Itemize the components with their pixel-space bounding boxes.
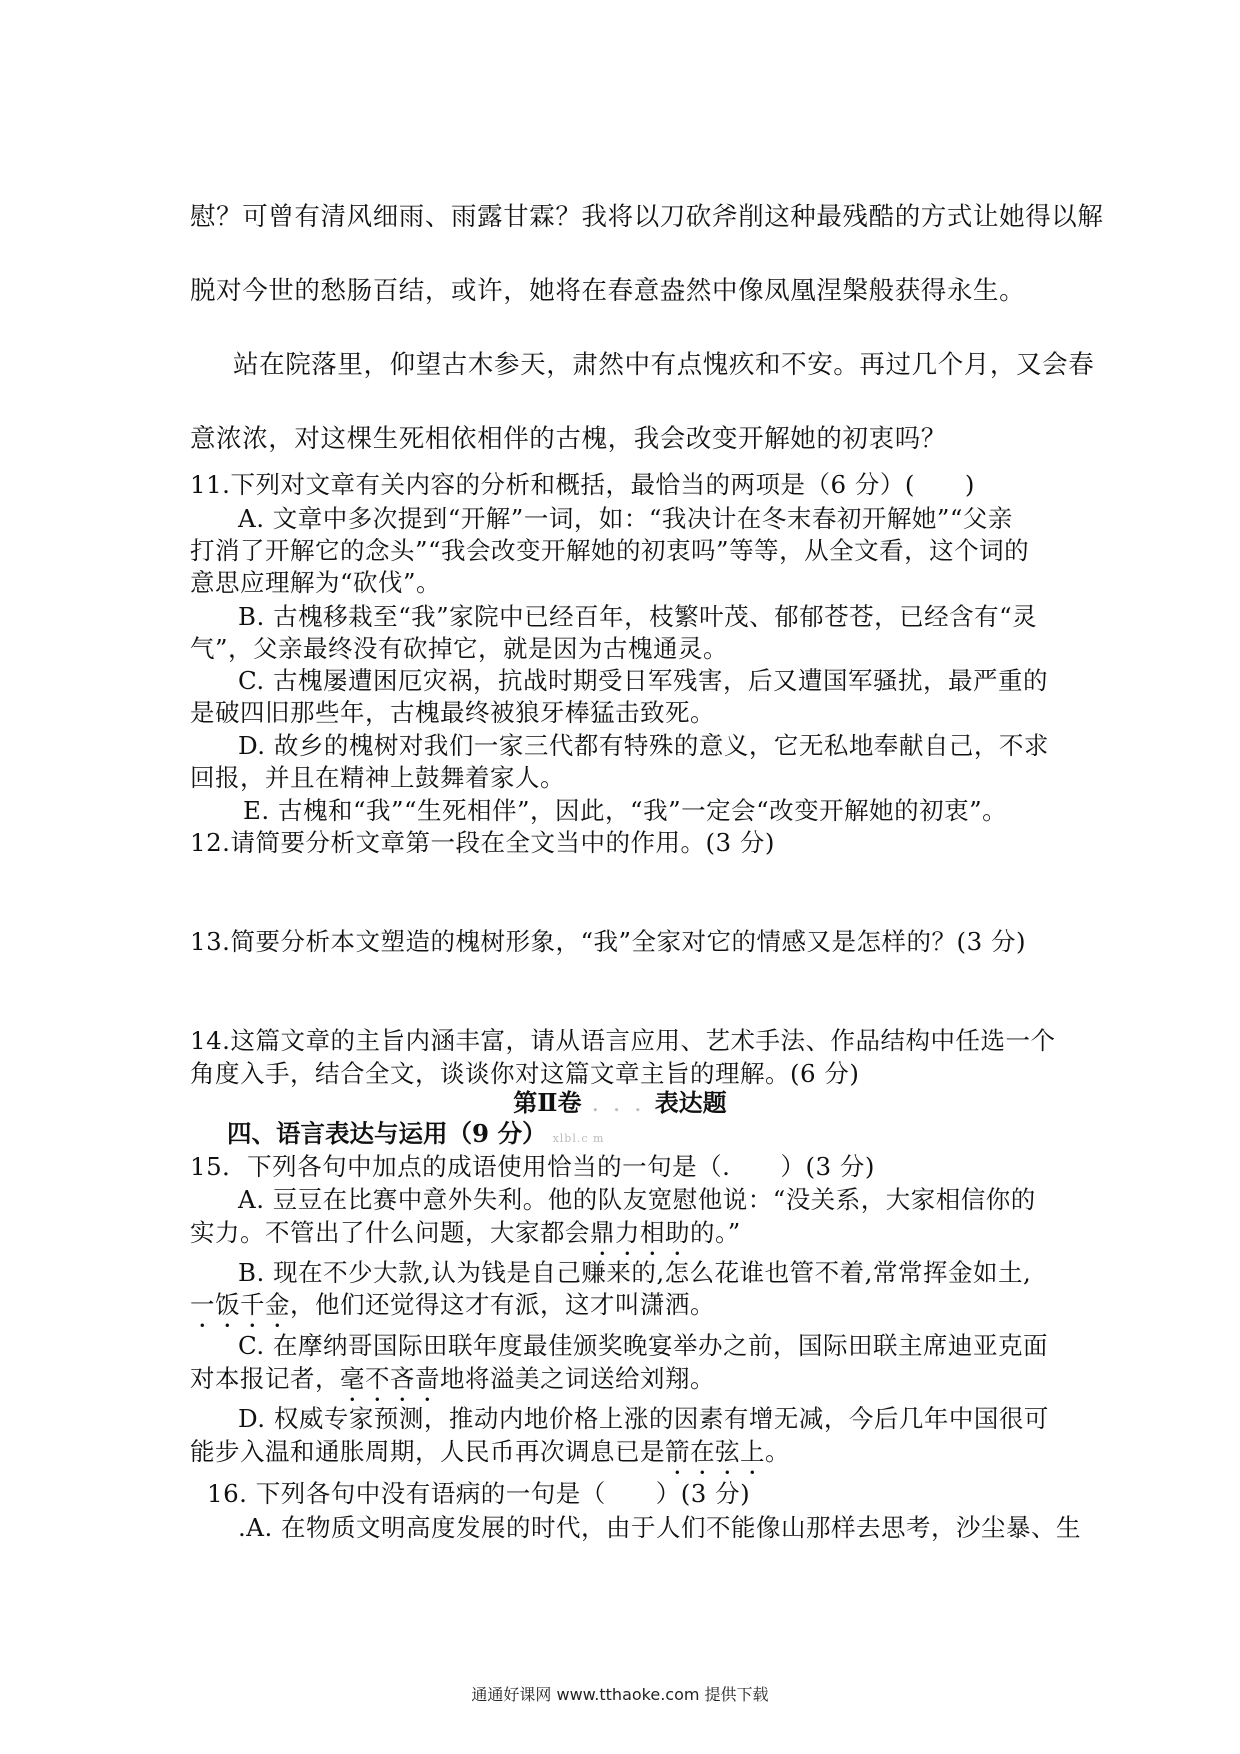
q15-b-idiom: 一饭千金 [190, 1290, 290, 1319]
q15-a-idiom: 鼎力相助 [590, 1218, 690, 1247]
q15-d-tail: 。 [765, 1437, 790, 1466]
q11-option-e-line-1: E. 古槐和“我”“生死相伴”，因此，“我”一定会“改变开解她的初衷”。 [243, 796, 1008, 825]
q15-c-idiom: 毫不吝啬 [340, 1364, 440, 1393]
q11-option-c-line-1: C. 古槐屡遭困厄灾祸，抗战时期受日军残害，后又遭国军骚扰，最严重的 [238, 666, 1048, 695]
q15-a-tail: 的。” [690, 1218, 741, 1247]
part-two-dots: . . . [591, 1089, 645, 1117]
q11-option-a-line-1: A. 文章中多次提到“开解”一词，如：“我决计在冬末春初开解她”“父亲 [238, 504, 1013, 533]
passage-line-2: 脱对今世的愁肠百结，或许，她将在春意盎然中像凤凰涅槃般获得永生。 [190, 276, 1026, 306]
q11-option-a-line-3: 意思应理解为“砍伐”。 [190, 568, 442, 597]
q13-stem: 13.简要分析本文塑造的槐树形象，“我”全家对它的情感又是怎样的？(3 分) [190, 927, 1027, 956]
q11-stem: 11.下列对文章有关内容的分析和概括，最恰当的两项是（6 分）( ) [190, 470, 975, 499]
q15-c-text: 对本报记者， [190, 1364, 340, 1393]
page-footer: 通通好课网 www.tthaoke.com 提供下载 [471, 1685, 769, 1704]
section-four-heading [227, 1115, 1097, 1150]
q11-option-a-line-2: 打消了开解它的念头”“我会改变开解她的初衷吗”等等，从全文看，这个词的 [190, 536, 1030, 565]
q15-option-d-line-1: D. 权威专家预测，推动内地价格上涨的因素有增无减，今后几年中国很可 [238, 1404, 1049, 1433]
q15-c-tail: 地将溢美之词送给刘翔。 [440, 1364, 715, 1393]
q16-option-a-line-1: .A. 在物质文明高度发展的时代，由于人们不能像山那样去思考，沙尘暴、生 [238, 1513, 1082, 1542]
q11-option-b-line-2: 气”，父亲最终没有砍掉它，就是因为古槐通灵。 [190, 634, 729, 663]
part-two-label: 第Ⅱ卷 [513, 1088, 582, 1117]
passage-line-1: 慰？可曾有清风细雨、雨露甘霖？我将以刀砍斧削这种最残酷的方式让她得以解 [190, 202, 1104, 232]
passage-line-3: 站在院落里，仰望古木参天，肃然中有点愧疚和不安。再过几个月，又会春 [233, 350, 1095, 380]
q11-option-c-line-2: 是破四旧那些年，古槐最终被狼牙棒猛击致死。 [190, 698, 715, 727]
q12-stem: 12.请简要分析文章第一段在全文当中的作用。(3 分) [190, 828, 775, 857]
q15-option-c-line-1: C. 在摩纳哥国际田联年度最佳颁奖晚宴举办之前，国际田联主席迪亚克面 [238, 1331, 1048, 1360]
part-two-name: 表达题 [654, 1088, 727, 1117]
q15-b-tail: ，他们还觉得这才有派，这才叫潇洒。 [290, 1290, 715, 1319]
part-two-title [0, 1083, 1240, 1118]
q14-stem-line-1: 14.这篇文章的主旨内涵丰富，请从语言应用、艺术手法、作品结构中任选一个 [190, 1026, 1056, 1055]
q15-option-b-line-2 [190, 1286, 1060, 1333]
q15-a-text: 实力。不管出了什么问题，大家都会 [190, 1218, 590, 1247]
q15-d-idiom: 箭在弦上 [665, 1437, 765, 1466]
q15-option-d-line-2 [190, 1433, 1060, 1480]
passage-line-4: 意浓浓，对这棵生死相依相伴的古槐，我会改变开解她的初衷吗？ [190, 424, 947, 454]
q11-option-d-line-2: 回报，并且在精神上鼓舞着家人。 [190, 763, 565, 792]
q16-stem: 16. 下列各句中没有语病的一句是（ ）(3 分) [207, 1479, 751, 1508]
q11-option-d-line-1: D. 故乡的槐树对我们一家三代都有特殊的意义，它无私地奉献自己，不求 [238, 731, 1049, 760]
q15-option-b-line-1: B. 现在不少大款,认为钱是自己赚来的,怎么花谁也管不着,常常挥金如土, [238, 1258, 1032, 1287]
q14-stem-line-2: 角度入手，结合全文，谈谈你对这篇文章主旨的理解。(6 分) [190, 1059, 860, 1088]
q15-stem: 15．下列各句中加点的成语使用恰当的一句是（. ）(3 分) [190, 1152, 875, 1181]
q15-d-text: 能步入温和通胀周期，人民币再次调息已是 [190, 1437, 665, 1466]
q15-option-a-line-1: A. 豆豆在比赛中意外失利。他的队友宽慰他说：“没关系，大家相信你的 [238, 1185, 1036, 1214]
q11-option-b-line-1: B. 古槐移栽至“我”家院中已经百年，枝繁叶茂、郁郁苍苍，已经含有“灵 [238, 602, 1038, 631]
section-four-title: 四、语言表达与运用（9 分） [227, 1119, 547, 1148]
section-four-watermark: xlbl.c m [552, 1132, 605, 1145]
